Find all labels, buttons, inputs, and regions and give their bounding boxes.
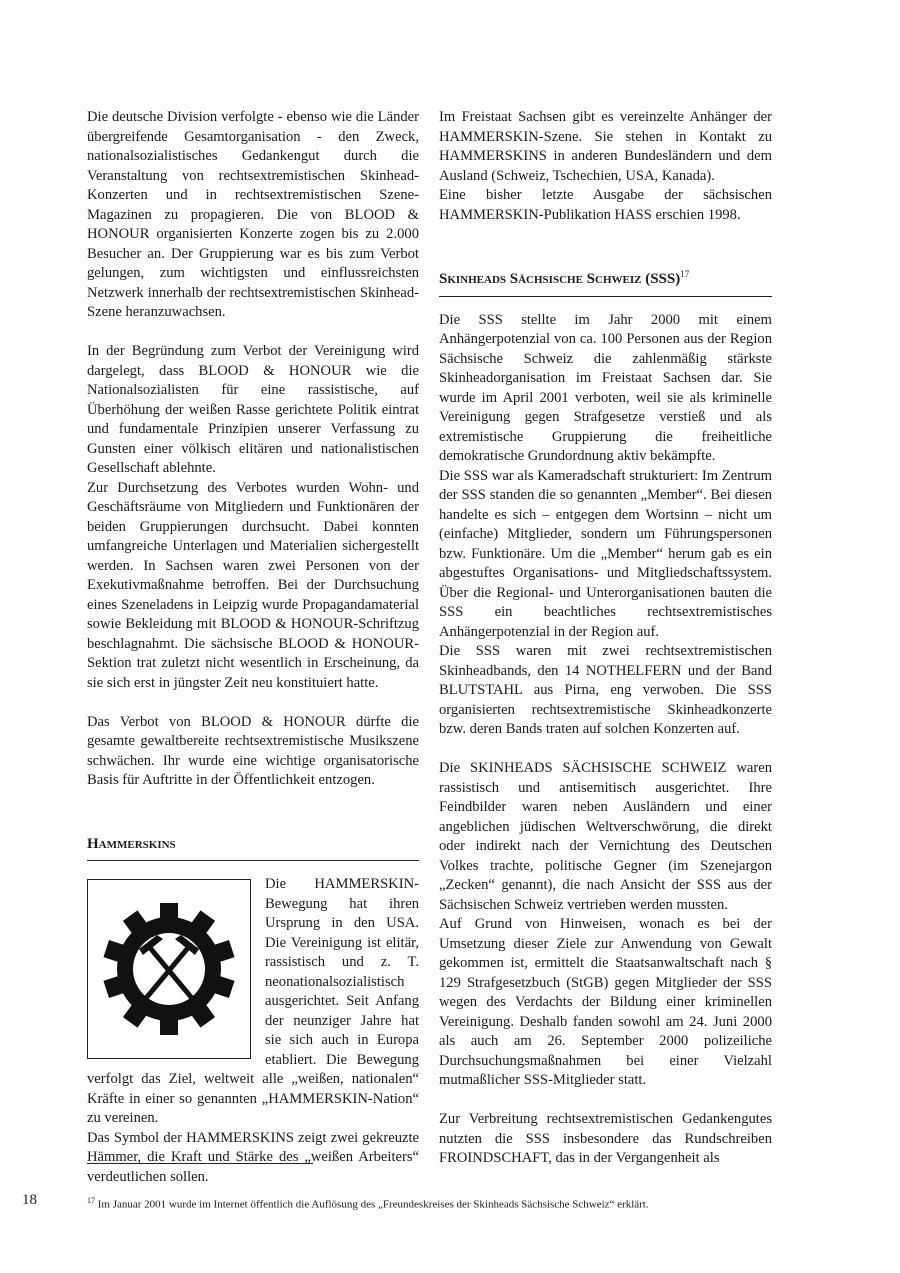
paragraph: Die HAMMERSKIN-Bewegung hat ihren Ursprung in den USA. Die Vereinigung ist elitär, rassistisch und z. T. neonationalsozialistisch ausgerichtet. Seit Anfang der neunziger Jahre hat sie sich auch in Europa etabliert. Die Bewegung verfolgt das Ziel, weltweit alle „weißen, nationalen“ Kräfte in einer so genannten „HAMMERSKIN-Nation“ zu vereinen. [87,876,419,1126]
footnote-mark: 17 [87,1196,95,1205]
paragraph: In der Begründung zum Verbot der Vereinigung wird dargelegt, dass BLOOD & HONOUR wie die Nationalsozialisten für eine rassistische, auf Überhöhung der weißen Rasse gerichtete Politik eintrat und fundamentale Prinzipien unserer Verfassung zu Gunsten einer völkisch elitären und nationalistischen Gesellschaft ablehnte. [87,343,419,476]
hammerskins-logo [87,879,251,1059]
footnote-reference: 17 [680,269,690,279]
paragraph: Die SSS war als Kameradschaft strukturiert: Im Zentrum der SSS standen die so genannten „Member“. Bei diesen handelte es sich – entgegen dem Wortsinn – nicht um (einfache) Mitglieder, sondern um Führungspersonen bzw. Funktionäre. Um die „Member“ herum gab es ein abgestuftes Organisations- und Mitgliedschaftssystem. Über die Regional- und Unterorganisationen bauten die SSS ein beachtliches rechtsextremistisches Anhängerpotenzial in der Region auf. [439,467,772,640]
paragraph: Eine bisher letzte Ausgabe der sächsischen HAMMERSKIN-Publikation HASS erschien 1998. [439,187,772,223]
paragraph: Das Verbot von BLOOD & HONOUR dürfte die gesamte gewaltbereite rechtsextremistische Musikszene schwächen. Ihr wurde eine wichtige organisatorische Basis für Auftritte in der Öffentlichkeit entzogen. [87,713,419,788]
section-heading-sss [439,265,772,297]
paragraph: Die deutsche Division verfolgte - ebenso wie die Länder übergreifende Gesamtorganisation - den Zweck, nationalsozialistisches Gedankengut durch die Veranstaltung von rechtsextremistischen Skinhead-Konzerten und in rechtsextremistischen Szene-Magazinen zu propagieren. Die von BLOOD & HONOUR organisierten Konzerte zogen bis zu 2.000 Besucher an. Der Gruppierung war es bis zum Verbot gelungen, zum wichtigsten und einflussreichsten Netzwerk innerhalb der rechtsextremistischen Skinhead-Szene heranzuwachsen. [87,109,419,320]
paragraph: Im Freistaat Sachsen gibt es vereinzelte Anhänger der HAMMERSKIN-Szene. Sie stehen in Kontakt zu HAMMERSKINS in anderen Bundesländern und dem Ausland (Schweiz, Tschechien, USA, Kanada). [439,109,772,184]
footnote-text: Im Januar 2001 wurde im Internet öffentlich die Auflösung des „Freundeskreises der Skinheads Sächsische Schweiz“ erklärt. [97,1198,649,1211]
paragraph: Die SKINHEADS SÄCHSISCHE SCHWEIZ waren rassistisch und antisemitisch ausgerichtet. Ihre Feindbilder waren neben Ausländern und einer angeblichen jüdischen Weltverschwörung, die direkt oder indirekt nach der Vernichtung des Deutschen Volkes trachte, politische Gegner (im Szenejargon „Zecken“ genannt), die nach Ansicht der SSS aus der Sächsischen Schweiz vertrieben werden mussten. [439,760,772,913]
footnote [87,1194,807,1212]
left-column [87,108,419,1187]
page-number: 18 [22,1192,37,1208]
paragraph: Zur Durchsetzung des Verbotes wurden Wohn- und Geschäftsräume von Mitgliedern und Funktionären der beiden Gruppierungen durchsucht. Dabei konnten umfangreiche Unterlagen und Materialien sichergestellt werden. In Sachsen waren zwei Personen von der Exekutivmaßnahme betroffen. Bei der Durchsuchung eines Szeneladens in Leipzig wurde Propagandamaterial sowie Bekleidung mit BLOOD & HONOUR-Schriftzug beschlagnahmt. Die sächsische BLOOD & HONOUR-Sektion trat zuletzt nicht wesentlich in Erscheinung, da sie sich erst in jüngster Zeit neu konstituiert hatte. [87,479,419,691]
section-heading-hammerskins: Hammerskins [87,835,419,862]
paragraph: Die SSS stellte im Jahr 2000 mit einem Anhängerpotenzial von ca. 100 Personen aus der Region Sächsische Schweiz die zahlenmäßig stärkste Skinheadorganisation im Freistaat Sachsen dar. Sie wurde im April 2001 verboten, weil sie als kriminelle Vereinigung gegen Strafgesetze verstieß und als extremistische Gruppierung die freiheitliche demokratische Grundordnung aktiv bekämpfte. [439,311,772,464]
paragraph: Das Symbol der HAMMERSKINS zeigt zwei gekreuzte Hämmer, die Kraft und Stärke des „weißen Arbeiters“ verdeutlichen sollen. [87,1129,419,1185]
right-column [439,108,772,1169]
section-heading-sss-text: Skinheads Sächsische Schweiz (SSS) [439,271,681,287]
hammerskins-gear-crossed-hammers-icon [99,894,239,1044]
paragraph: Zur Verbreitung rechtsextremistischen Gedankengutes nutzten die SSS insbesondere das Rundschreiben FROINDSCHAFT, das in der Vergangenheit als [439,1111,772,1166]
footnote-divider [87,1163,313,1164]
paragraph: Die SSS waren mit zwei rechtsextremistischen Skinheadbands, den 14 NOTHELFERN und der Band BLUTSTAHL aus Pirna, eng verwoben. Die SSS organisierten rechtsextremistische Skinheadkonzerte bzw. deren Bands traten auf solchen Konzerten auf. [439,643,772,737]
paragraph: Auf Grund von Hinweisen, wonach es bei der Umsetzung dieser Ziele zur Anwendung von Gewalt gekommen ist, ermittelt die Staatsanwaltschaft nach § 129 Strafgesetzbuch (StGB) gegen Mitglieder der SSS wegen des Verdachts der Bildung einer kriminellen Vereinigung. Deshalb fanden sowohl am 24. Juni 2000 als auch am 26. September 2000 polizeiliche Durchsuchungsmaßnahmen bei einer Vielzahl mutmaßlicher SSS-Mitglieder statt. [439,916,772,1088]
